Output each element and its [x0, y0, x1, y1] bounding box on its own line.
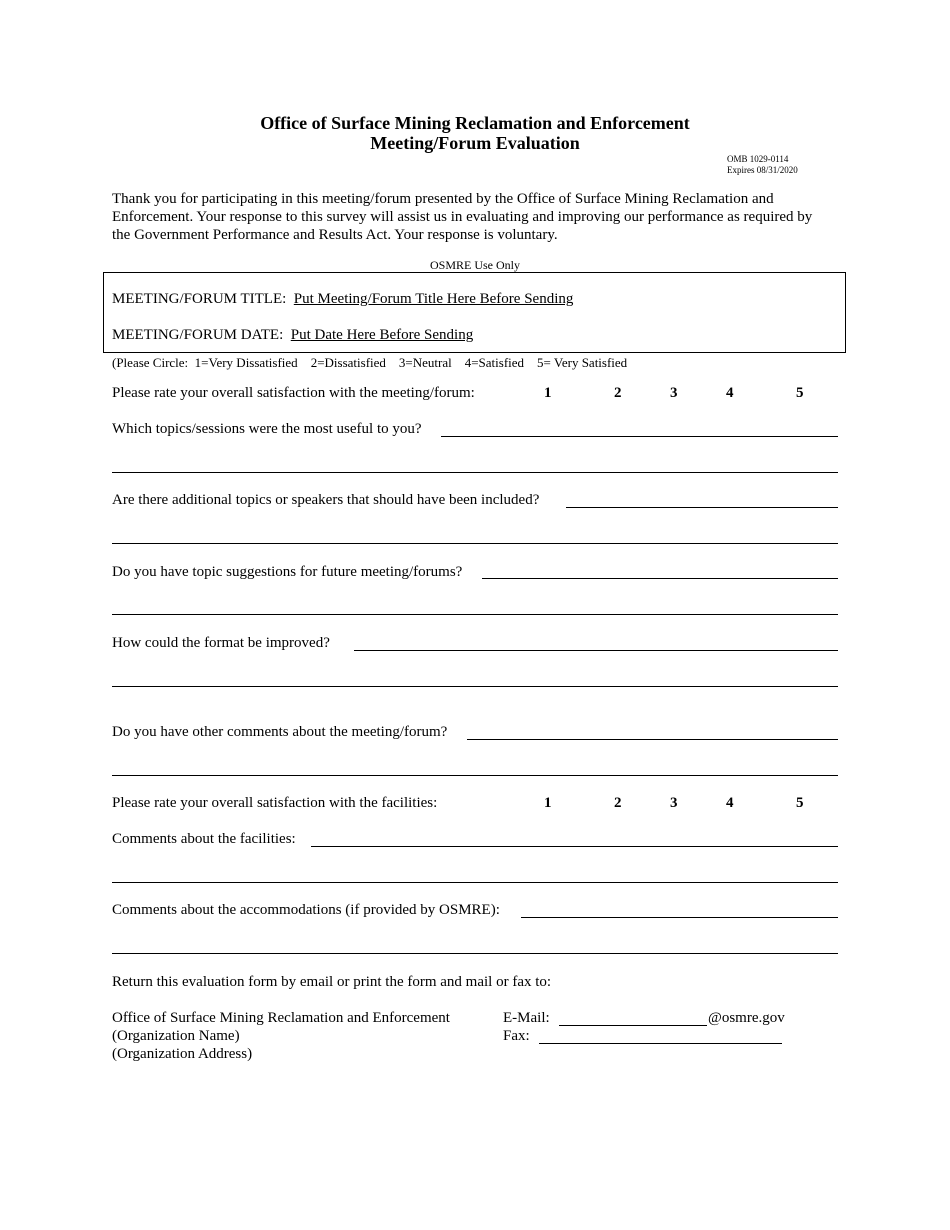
meeting-date-value[interactable]: Put Date Here Before Sending	[290, 327, 474, 343]
return-org-address: (Organization Address)	[112, 1046, 253, 1062]
scale-neutral: 3=Neutral	[398, 355, 452, 370]
meeting-title-value[interactable]: Put Meeting/Forum Title Here Before Sending	[293, 291, 574, 307]
future-topics-answer-line-2[interactable]	[112, 614, 838, 615]
form-title: Office of Surface Mining Reclamation and Enforcement	[260, 113, 690, 133]
facilities-comments-answer-line-1[interactable]	[311, 846, 838, 847]
scale-satisfied: 4=Satisfied	[464, 355, 525, 370]
additional-topics-question: Are there additional topics or speakers that should have been included?	[112, 492, 540, 508]
email-domain: @osmre.gov	[708, 1010, 785, 1026]
scale-dissatisfied: 2=Dissatisfied	[310, 355, 386, 370]
meeting-rating-3[interactable]: 3	[670, 385, 678, 401]
facilities-rating-3[interactable]: 3	[670, 795, 678, 811]
facilities-comments-answer-line-2[interactable]	[112, 882, 838, 883]
facilities-rating-question: Please rate your overall satisfaction with the facilities:	[112, 795, 438, 811]
future-topics-answer-line-1[interactable]	[482, 578, 838, 579]
useful-topics-answer-line-1[interactable]	[441, 436, 838, 437]
scale-very-dissatisfied: 1=Very Dissatisfied	[194, 355, 298, 370]
meeting-rating-5[interactable]: 5	[796, 385, 804, 401]
format-question: How could the format be improved?	[112, 635, 330, 651]
expiration-date: Expires 08/31/2020	[727, 165, 798, 175]
accommodations-answer-line-1[interactable]	[521, 917, 838, 918]
facilities-rating-1[interactable]: 1	[544, 795, 552, 811]
other-comments-question: Do you have other comments about the meeting/forum?	[112, 724, 448, 740]
useful-topics-question: Which topics/sessions were the most useful to you?	[112, 421, 422, 437]
other-comments-answer-line-2[interactable]	[112, 775, 838, 776]
meeting-rating-1[interactable]: 1	[544, 385, 552, 401]
omb-number: OMB 1029-0114	[727, 154, 789, 164]
facilities-comments-question: Comments about the facilities:	[112, 831, 296, 847]
additional-topics-answer-line-2[interactable]	[112, 543, 838, 544]
format-answer-line-2[interactable]	[112, 686, 838, 687]
accommodations-answer-line-2[interactable]	[112, 953, 838, 954]
format-answer-line-1[interactable]	[354, 650, 838, 651]
meeting-rating-4[interactable]: 4	[726, 385, 734, 401]
email-label: E-Mail:	[503, 1010, 550, 1026]
email-input-line[interactable]	[559, 1025, 707, 1026]
facilities-rating-4[interactable]: 4	[726, 795, 734, 811]
fax-input-line[interactable]	[539, 1043, 782, 1044]
rating-scale-legend	[112, 355, 627, 371]
return-instructions: Return this evaluation form by email or print the form and mail or fax to:	[112, 974, 552, 990]
meeting-date-label: MEETING/FORUM DATE:	[112, 327, 284, 343]
accommodations-question: Comments about the accommodations (if provided by OSMRE):	[112, 902, 500, 918]
meeting-title-row	[112, 291, 573, 308]
fax-label: Fax:	[503, 1028, 530, 1044]
facilities-rating-5[interactable]: 5	[796, 795, 804, 811]
osmre-use-only-caption: OSMRE Use Only	[429, 258, 520, 272]
useful-topics-answer-line-2[interactable]	[112, 472, 838, 473]
intro-paragraph: Thank you for participating in this meeting/forum presented by the Office of Surface Mining Reclamation and Enforcement. Your response to this survey will assist us in evaluating and improving our performance as required by the Government Performance and Results Act. Your response is voluntary.	[112, 191, 813, 243]
scale-very-satisfied: 5= Very Satisfied	[537, 355, 628, 370]
form-subtitle: Meeting/Forum Evaluation	[370, 133, 580, 153]
return-org: Office of Surface Mining Reclamation and Enforcement	[112, 1010, 450, 1026]
return-org-name: (Organization Name)	[112, 1028, 240, 1044]
meeting-date-row	[112, 327, 473, 344]
future-topics-question: Do you have topic suggestions for future meeting/forums?	[112, 564, 463, 580]
overall-rating-question: Please rate your overall satisfaction with the meeting/forum:	[112, 385, 475, 401]
meeting-title-label: MEETING/FORUM TITLE:	[112, 291, 287, 307]
additional-topics-answer-line-1[interactable]	[566, 507, 838, 508]
scale-prefix: (Please Circle:	[112, 355, 189, 370]
facilities-rating-2[interactable]: 2	[614, 795, 622, 811]
meeting-rating-2[interactable]: 2	[614, 385, 622, 401]
other-comments-answer-line-1[interactable]	[467, 739, 838, 740]
